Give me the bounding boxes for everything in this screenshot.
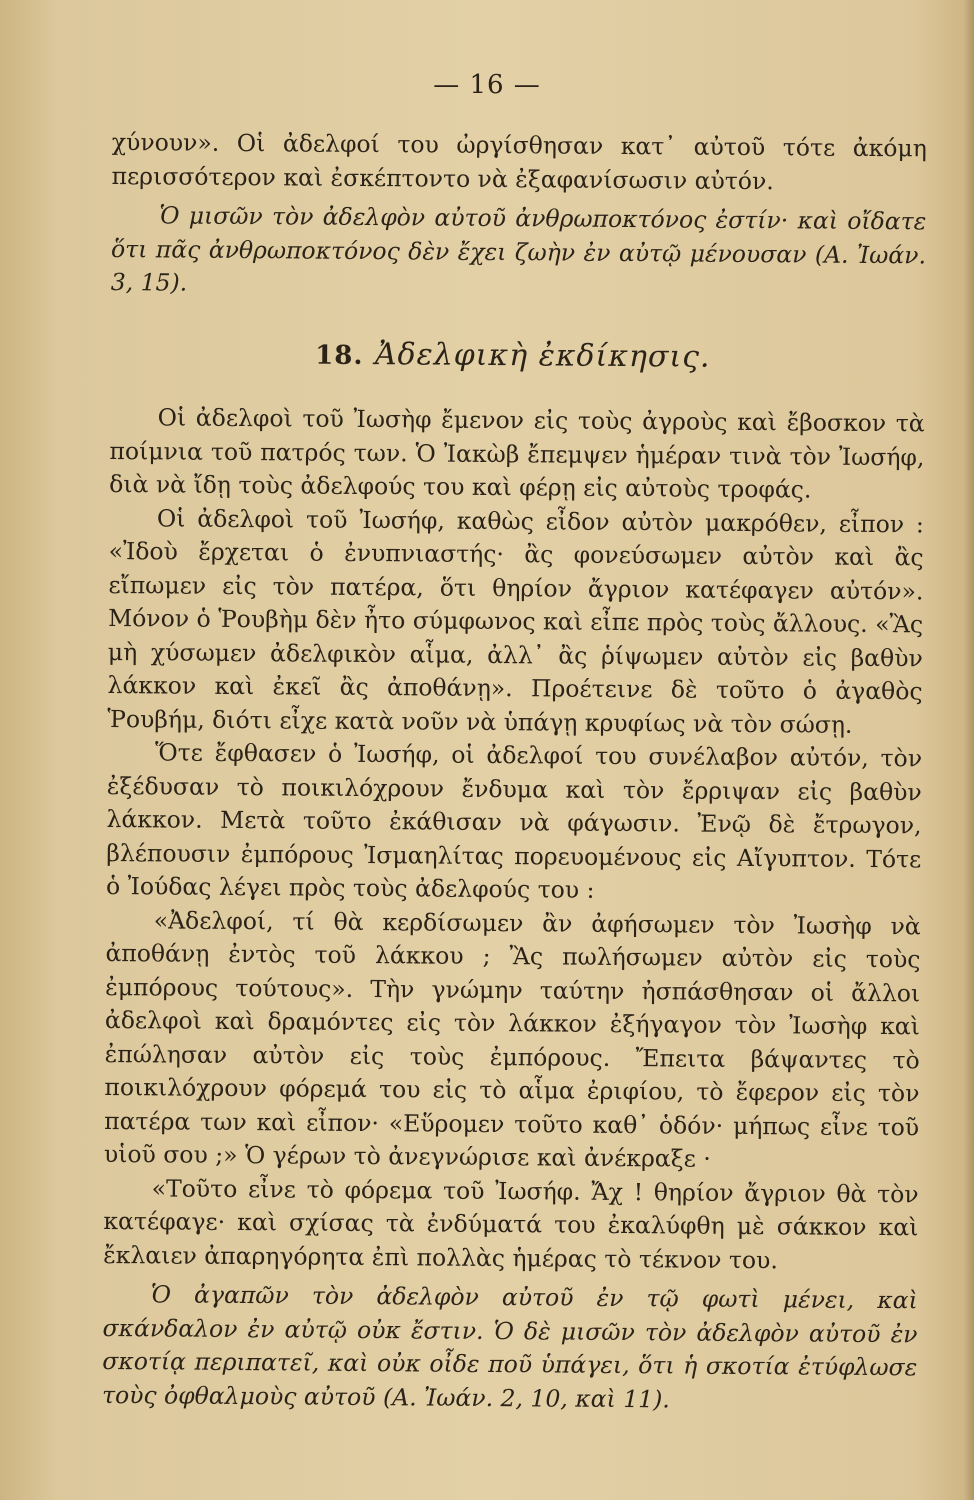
paragraph-6: «Τοῦτο εἶνε τὸ φόρεμα τοῦ Ἰωσήφ. Ἄχ ! θηρίον ἄγριον θὰ τὸν κατέφαγε· καὶ σχίσας τὰ ἐνδύματά του ἐκαλύφθη μὲ σάκκον καὶ ἔκλαιεν ἀπαρηγόρητα ἐπὶ πολλὰς ἡμέρας τὸ τέκνον του. [103, 1173, 919, 1274]
page-text-body [102, 126, 927, 1418]
paragraph-3: Οἱ ἀδελφοὶ τοῦ Ἰωσήφ, καθὼς εἶδον αὐτὸν μακρόθεν, εἶπον : «Ἰδοὺ ἔρχεται ὁ ἐνυπνιαστής· ἂς φονεύσωμεν αὐτὸν καὶ ἂς εἴπωμεν εἰς τὸν πατέρα, ὅτι θηρίον ἄγριον κατέφαγεν αὐτόν». Μόνον ὁ Ῥουβὴμ δὲν ἦτο σύμφωνος καὶ εἶπε πρὸς τοὺς ἄλλους. «Ἂς μὴ χύσωμεν ἀδελφικὸν αἷμα, ἀλλ᾽ ἂς ῥίψωμεν αὐτὸν εἰς βαθὺν λάκκον καὶ ἐκεῖ ἂς ἀποθάνῃ». Προέτεινε δὲ τοῦτο ὁ ἀγαθὸς Ῥουβήμ, διότι εἶχε κατὰ νοῦν νὰ ὑπάγῃ κρυφίως νὰ τὸν σώσῃ. [107, 503, 925, 739]
section-title: Ἀδελφικὴ ἐκδίκησις. [374, 336, 711, 375]
section-number: 18. [315, 340, 364, 371]
scripture-quote-2: Ὁ ἀγαπῶν τὸν ἀδελφὸν αὐτοῦ ἐν τῷ φωτὶ μένει, καὶ σκάνδαλον ἐν αὐτῷ οὐκ ἔστιν. Ὁ δὲ μισῶν τὸν ἀδελφὸν αὐτοῦ ἐν σκοτίᾳ περιπατεῖ, καὶ οὐκ οἶδε ποῦ ὑπάγει, ὅτι ἡ σκοτία ἐτύφλωσε τοὺς ὀφθαλμοὺς αὐτοῦ (Α. Ἰωάν. 2, 10, καὶ 11). [101, 1280, 918, 1413]
paragraph-5: «Ἀδελφοί, τί θὰ κερδίσωμεν ἂν ἀφήσωμεν τὸν Ἰωσὴφ νὰ ἀποθάνῃ ἐντὸς τοῦ λάκκου ; Ἂς πωλήσωμεν αὐτὸν εἰς τοὺς ἐμπόρους τούτους». Τὴν γνώμην ταύτην ἠσπάσθησαν οἱ ἄλλοι ἀδελφοὶ καὶ δραμόντες εἰς τὸν λάκκον ἐξήγαγον τὸν Ἰωσὴφ καὶ ἐπώλησαν αὐτὸν εἰς τοὺς ἐμπόρους. Ἔπειτα βάψαντες τὸ ποικιλόχρουν φόρεμά του εἰς τὸ αἷμα ἐριφίου, τὸ ἔφερον εἰς τὸν πατέρα των καὶ εἶπον· «Εὕρομεν τοῦτο καθ᾽ ὁδόν· μήπως εἶνε τοῦ υἱοῦ σου ;» Ὁ γέρων τὸ ἀνεγνώρισε καὶ ἀνέκραξε · [103, 905, 921, 1173]
section-heading [110, 335, 925, 377]
paragraph-4: Ὅτε ἔφθασεν ὁ Ἰωσήφ, οἱ ἀδελφοί του συνέλαβον αὐτόν, τὸν ἐξέδυσαν τὸ ποικιλόχρουν ἔνδυμα καὶ τὸν ἔρριψαν εἰς βαθὺν λάκκον. Μετὰ τοῦτο ἐκάθισαν νὰ φάγωσιν. Ἐνῷ δὲ ἔτρωγον, βλέπουσιν ἐμπόρους Ἰσμαηλίτας πορευομένους εἰς Αἴγυπτον. Τότε ὁ Ἰούδας λέγει πρὸς τοὺς ἀδελφούς του : [105, 738, 923, 904]
paragraph-2: Οἱ ἀδελφοὶ τοῦ Ἰωσὴφ ἔμενον εἰς τοὺς ἀγροὺς καὶ ἔβοσκον τὰ ποίμνια τοῦ πατρός των. Ὁ Ἰακὼβ ἔπεμψεν ἡμέραν τινὰ τὸν Ἰωσήφ, διὰ νὰ ἴδῃ τοὺς ἀδελφούς του καὶ φέρῃ εἰς αὐτοὺς τροφάς. [109, 403, 925, 504]
scripture-quote-1: Ὁ μισῶν τὸν ἀδελφὸν αὐτοῦ ἀνθρωποκτόνος ἐστίν· καὶ οἴδατε ὅτι πᾶς ἀνθρωποκτόνος δὲν ἔχει ζωὴν ἐν αὐτῷ μένουσαν (Α. Ἰωάν. 3, 15). [110, 201, 927, 297]
page-edge-shadow [964, 0, 974, 1500]
paragraph-1: χύνουν». Οἱ ἀδελφοί του ὠργίσθησαν κατ᾽ αὐτοῦ τότε ἀκόμη περισσότερον καὶ ἐσκέπτοντο νὰ ἐξαφανίσωσιν αὐτόν. [111, 127, 927, 195]
page-number: — 16 — [433, 70, 541, 100]
